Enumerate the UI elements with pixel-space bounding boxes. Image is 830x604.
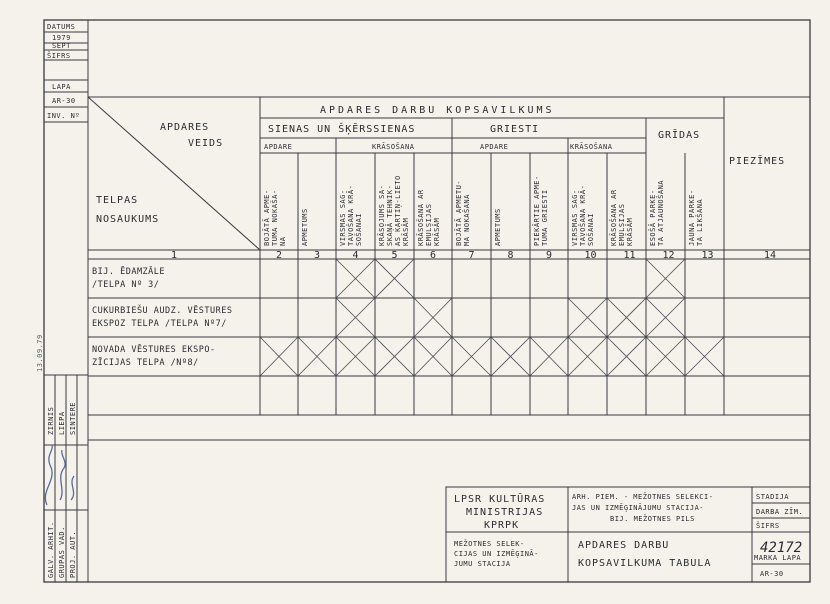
room-name: EKSPOZ TELPA /TELPA Nº7/ <box>92 319 227 329</box>
date-stamp <box>44 20 88 60</box>
column-header-13 <box>688 189 704 246</box>
column-header-line: TAVOŠANA KRĀ- <box>579 184 587 246</box>
lapa-label: LAPA <box>52 83 71 91</box>
cross-mark <box>607 298 646 337</box>
column-number: 10 <box>584 250 597 261</box>
station-line-2: CIJAS UN IZMĒĢINĀ- <box>454 550 539 558</box>
cross-mark <box>685 337 724 376</box>
cross-mark <box>375 337 414 376</box>
column-header-line: BOJĀTĀ APME- <box>263 189 271 246</box>
org-line-3: KPRPK <box>484 520 520 531</box>
column-header-line: BOJĀTĀ APMETU- <box>455 179 463 246</box>
column-header-line: TUMA NOKAŠA- <box>271 189 279 246</box>
column-header-line: VIRSMAS SAG- <box>339 189 347 246</box>
stadija-label: STADIJA <box>756 493 790 501</box>
header-diagonal <box>88 97 260 250</box>
row-header-type-2: VEIDS <box>188 138 224 149</box>
column-number: 13 <box>701 250 714 261</box>
cross-mark <box>375 259 414 298</box>
object-line-2: JAS UN IZMĒĢINĀJUMU STACIJA- <box>572 504 705 512</box>
column-header-2 <box>262 189 287 246</box>
title-block <box>446 487 810 582</box>
cross-mark <box>336 298 375 337</box>
subgroup-finish-ceiling: APDARE <box>480 143 509 151</box>
cross-mark <box>607 337 646 376</box>
column-header-line: KRĀSĀM <box>402 217 410 246</box>
column-header-line: ESOŠĀ PARKE- <box>649 189 657 246</box>
drawing-title-1: APDARES DARBU <box>578 540 670 551</box>
sheet-code: AR-30 <box>52 97 76 105</box>
name-sintere: SINTERE <box>69 401 77 435</box>
room-name: CUKURBIEŠU AUDZ. VĒSTURES <box>92 306 233 316</box>
signature-date: 13.09.79 <box>36 334 44 372</box>
column-header-line: APMETUMS <box>301 208 309 246</box>
column-header-3 <box>301 208 309 246</box>
column-header-line: KRĀSĀM <box>433 217 441 246</box>
column-header-line: KRĀSOŠANA AR <box>417 189 425 246</box>
column-header-line: KRĀSOJUMS SA- <box>378 184 386 246</box>
darba-zim-label: DARBA ZĪM. <box>756 508 804 516</box>
column-number: 1 <box>171 250 178 261</box>
column-header-line: TUMA GRIESTI <box>541 189 549 246</box>
org-line-2: MINISTRIJAS <box>466 507 544 518</box>
drawing-title-2: KOPSAVILKUMA TABULA <box>578 558 712 569</box>
column-header-11 <box>609 189 634 246</box>
group-floor: GRĪDAS <box>658 130 701 141</box>
column-number: 14 <box>764 250 777 261</box>
column-header-line: KRĀSĀM <box>626 217 634 246</box>
signature-stamp <box>36 334 88 582</box>
cross-mark <box>336 337 375 376</box>
cross-mark <box>414 337 452 376</box>
room-name: /TELPA Nº 3/ <box>92 280 160 290</box>
column-header-5 <box>377 175 410 246</box>
column-header-line: KRĀSOŠANA AR <box>610 189 618 246</box>
signature-leader <box>60 450 65 500</box>
column-header-line: TA LIKŠANA <box>696 198 704 246</box>
column-header-line: AS KARTIŅ-LIETO <box>394 175 402 246</box>
sifrs-label: ŠIFRS <box>47 52 71 60</box>
drawing-number: 42172 <box>760 540 803 556</box>
cross-mark <box>260 337 298 376</box>
row-header-room-2: NOSAUKUMS <box>96 214 160 225</box>
marka-lapa-label: MARKA LAPA <box>754 554 802 562</box>
signature-author <box>71 476 74 500</box>
column-header-line: PIEKĀRTIE APME- <box>533 175 541 246</box>
column-number: 7 <box>468 250 475 261</box>
station-line-3: JUMU STACIJA <box>454 560 511 568</box>
column-number: 4 <box>352 250 359 261</box>
name-liepa: LIEPA <box>58 411 66 435</box>
summary-table <box>88 97 810 415</box>
column-number: 2 <box>276 250 283 261</box>
group-walls: SIENAS UN ŠĶĒRSSIENAS <box>268 124 416 135</box>
column-number: 3 <box>314 250 321 261</box>
column-header-line: SKAŅĀ TEHNIK- <box>386 184 394 246</box>
cross-mark <box>452 337 491 376</box>
room-name: NOVADA VĒSTURES EKSPO- <box>92 345 216 355</box>
object-line-3: BIJ. MEŽOTNES PILS <box>610 515 695 523</box>
cross-mark <box>530 337 568 376</box>
column-header-9 <box>532 175 549 246</box>
cross-mark <box>646 298 685 337</box>
column-number: 8 <box>507 250 514 261</box>
org-line-1: LPSR KULTŪRAS <box>454 494 546 505</box>
column-header-line: TA ATJAUNOŠANA <box>657 179 665 246</box>
object-line-1: ARH. PIEM. - MEŽOTNES SELEKCI- <box>572 493 714 501</box>
column-header-line: VIRSMAS SAG- <box>571 189 579 246</box>
column-header-line: APMETUMS <box>494 208 502 246</box>
cross-mark <box>568 337 607 376</box>
month-value: SEPT <box>52 42 71 50</box>
column-number: 9 <box>546 250 553 261</box>
column-header-10 <box>571 185 595 246</box>
column-header-4 <box>339 185 363 246</box>
cross-mark <box>568 298 607 337</box>
cross-mark <box>646 337 685 376</box>
sheet-stamp <box>44 80 88 122</box>
role-chief-architect: GALV. ARHIT. <box>47 521 55 578</box>
column-number: 11 <box>623 250 636 261</box>
role-group-leader: GRUPAS VAD. <box>58 526 66 578</box>
column-header-line: TAVOŠANA KRĀ- <box>347 184 355 246</box>
cross-mark <box>414 298 452 337</box>
column-header-line: SOŠANAI <box>587 212 595 246</box>
cross-mark <box>298 337 336 376</box>
column-header-line: EMULSIJAS <box>618 203 626 246</box>
datums-label: DATUMS <box>47 23 76 31</box>
group-ceiling: GRIESTI <box>490 124 540 135</box>
signature-chief <box>45 445 52 505</box>
name-zirnis: ZIRNIS <box>47 406 55 435</box>
column-number: 5 <box>391 250 398 261</box>
subgroup-finish: APDARE <box>264 143 293 151</box>
room-name: BIJ. ĒDAMZĀLE <box>92 267 166 277</box>
column-header-line: SOŠANAI <box>355 212 363 246</box>
subgroup-painting-ceiling: KRĀSOŠANA <box>570 143 613 151</box>
station-line-1: MEŽOTNES SELEK- <box>454 540 525 548</box>
cross-mark <box>646 259 685 298</box>
column-header-line: NA <box>279 236 287 246</box>
row-header-room-1: TELPAS <box>96 195 139 206</box>
year-value: 1979 <box>52 34 71 42</box>
row-header-type-1: APDARES <box>160 122 210 133</box>
notes-header: PIEZĪMES <box>729 156 786 167</box>
column-header-line: MA NOKAŠANA <box>463 194 471 246</box>
column-number: 6 <box>430 250 437 261</box>
cross-mark <box>336 259 375 298</box>
sifrs-label-2: ŠIFRS <box>756 522 780 530</box>
column-header-8 <box>494 208 502 246</box>
column-header-7 <box>454 180 471 246</box>
column-header-12 <box>648 180 665 246</box>
cross-mark <box>491 337 530 376</box>
table-title: APDARES DARBU KOPSAVILKUMS <box>320 105 555 116</box>
column-header-line: JAUNA PARKE- <box>688 189 696 246</box>
room-name: ZĪCIJAS TELPA /Nº8/ <box>92 358 199 368</box>
sheet-code-2: AR-30 <box>760 570 784 578</box>
inv-label: INV. Nº <box>47 112 81 120</box>
subgroup-painting: KRĀSOŠANA <box>372 143 415 151</box>
column-header-6 <box>416 189 441 246</box>
column-number: 12 <box>662 250 675 261</box>
column-header-line: EMULSIJAS <box>425 203 433 246</box>
role-project-author: PROJ. AUT. <box>69 530 77 578</box>
